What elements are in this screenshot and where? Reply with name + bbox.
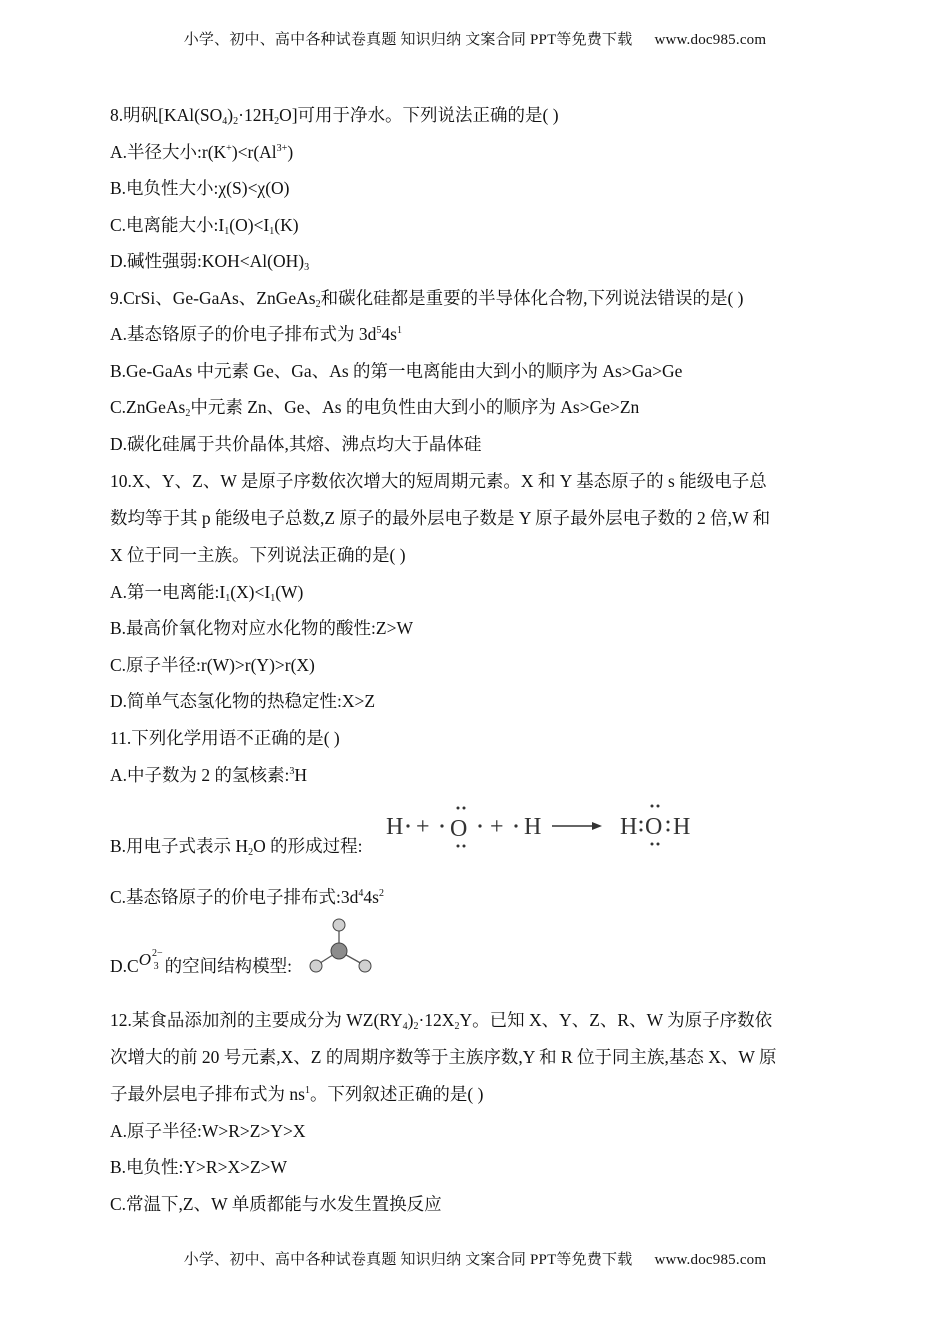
svg-text:O: O xyxy=(450,816,468,842)
svg-text:H: H xyxy=(386,814,404,840)
q9-option-a: A.基态铬原子的价电子排布式为 $3d^54s^1$ xyxy=(110,324,402,344)
q9-option-b: B.Ge-GaAs 中元素 Ge、Ga、As 的第一电离能由大到小的顺序为 As>Ga>Ge xyxy=(110,361,683,381)
svg-text:H: H xyxy=(620,814,638,840)
header-site: www.doc985.com xyxy=(654,32,767,48)
page-header xyxy=(0,28,950,49)
q8-option-d: D.碱性强弱$:KOH<Al(OH)_3$ xyxy=(110,251,310,273)
q12-stem-line2: 次增大的前 20 号元素,X、Z 的周期序数等于主族序数,Y 和 R 位于同主族,基态 X、W 原 xyxy=(110,1047,777,1067)
q12-option-c: C.常温下,Z、W 单质都能与水发生置换反应 xyxy=(110,1194,442,1214)
q12-option-a: A.原子半径:W>R>Z>Y>X xyxy=(110,1121,306,1141)
footer-site: www.doc985.com xyxy=(654,1252,767,1268)
q8-stem: 8.明矾$[KAl(SO_4)_2\cdot 12H_2O]$可用于净水。下列说法正确的是( ) xyxy=(110,105,559,127)
q10-stem-line2: 数均等于其 p 能级电子总数,Z 原子的最外层电子数是 Y 原子最外层电子数的 2 倍,W 和 xyxy=(110,508,771,528)
q10-option-d: D.简单气态氢化物的热稳定性:X>Z xyxy=(110,691,376,711)
footer-text: 小学、初中、高中各种试卷真题 知识归纳 文案合同 PPT等免费下载 xyxy=(183,1252,633,1268)
q10-stem-line3: X 位于同一主族。下列说法正确的是( ) xyxy=(110,545,406,565)
q10-option-a: A.第一电离能$:I_1(X)<I_1(W)$ xyxy=(110,582,304,604)
h2o-electron-dot-equation xyxy=(384,800,704,858)
q10-option-b: B.最高价氧化物对应水化物的酸性:Z>W xyxy=(110,618,413,638)
q9-stem: 9.CrSi、Ge-GaAs、ZnGeAs$_2$和碳化硅都是重要的半导体化合物,下列说法错误的是( ) xyxy=(110,288,744,310)
q10-option-c: C.原子半径:r(W)>r(Y)>r(X) xyxy=(110,655,315,675)
q8-option-c: C.电离能大小$:I_1(O)<I_1(K)$ xyxy=(110,215,299,237)
q10-stem-line1: 10.X、Y、Z、W 是原子序数依次增大的短周期元素。X 和 Y 基态原子的 s 能级电子总 xyxy=(110,471,767,491)
header-text: 小学、初中、高中各种试卷真题 知识归纳 文案合同 PPT等免费下载 xyxy=(183,32,633,48)
carbonate-o: O xyxy=(138,950,151,969)
svg-text:O: O xyxy=(645,814,663,840)
svg-text:H: H xyxy=(673,814,691,840)
trigonal-planar-model-icon xyxy=(308,914,374,976)
q8-option-a: A.半径大小$:r(K^+)<r(Al^{3+})$ xyxy=(110,142,294,162)
svg-text:H: H xyxy=(524,814,542,840)
q12-stem-line1: 12.某食品添加剂的主要成分为 $WZ(RY_4)_2\cdot 12X_2Y$。已知 X、Y、Z、R、W 为原子序数依 xyxy=(110,1010,773,1032)
svg-text:+: + xyxy=(490,814,504,840)
q11-option-d: $D.CO^{2-}3$ 的空间结构模型: xyxy=(110,948,292,976)
q9-option-d: D.碳化硅属于共价晶体,其熔、沸点均大于晶体硅 xyxy=(110,434,482,454)
q12-option-b: B.电负性:Y>R>X>Z>W xyxy=(110,1157,288,1177)
q11-option-b: B.用电子式表示 $H_2O$ 的形成过程: xyxy=(110,836,363,858)
q12-stem-line3: 子最外层电子排布式为 $ns^1$。下列叙述正确的是( ) xyxy=(110,1084,484,1104)
q11-option-a: A.中子数为 2 的氢核素:$^3$H xyxy=(110,765,308,785)
q11-option-c: C.基态铬原子的价电子排布式$:3d^44s^2$ xyxy=(110,887,384,907)
q8-option-b: B.电负性大小:χ(S)<χ(O) xyxy=(110,178,290,198)
q11-stem: 11.下列化学用语不正确的是( ) xyxy=(110,728,340,748)
q9-option-c: C.ZnGeAs$_2$中元素 Zn、Ge、As 的电负性由大到小的顺序为 As>Ge>Zn xyxy=(110,397,640,419)
page-footer xyxy=(0,1248,950,1269)
svg-text:+: + xyxy=(416,814,430,840)
